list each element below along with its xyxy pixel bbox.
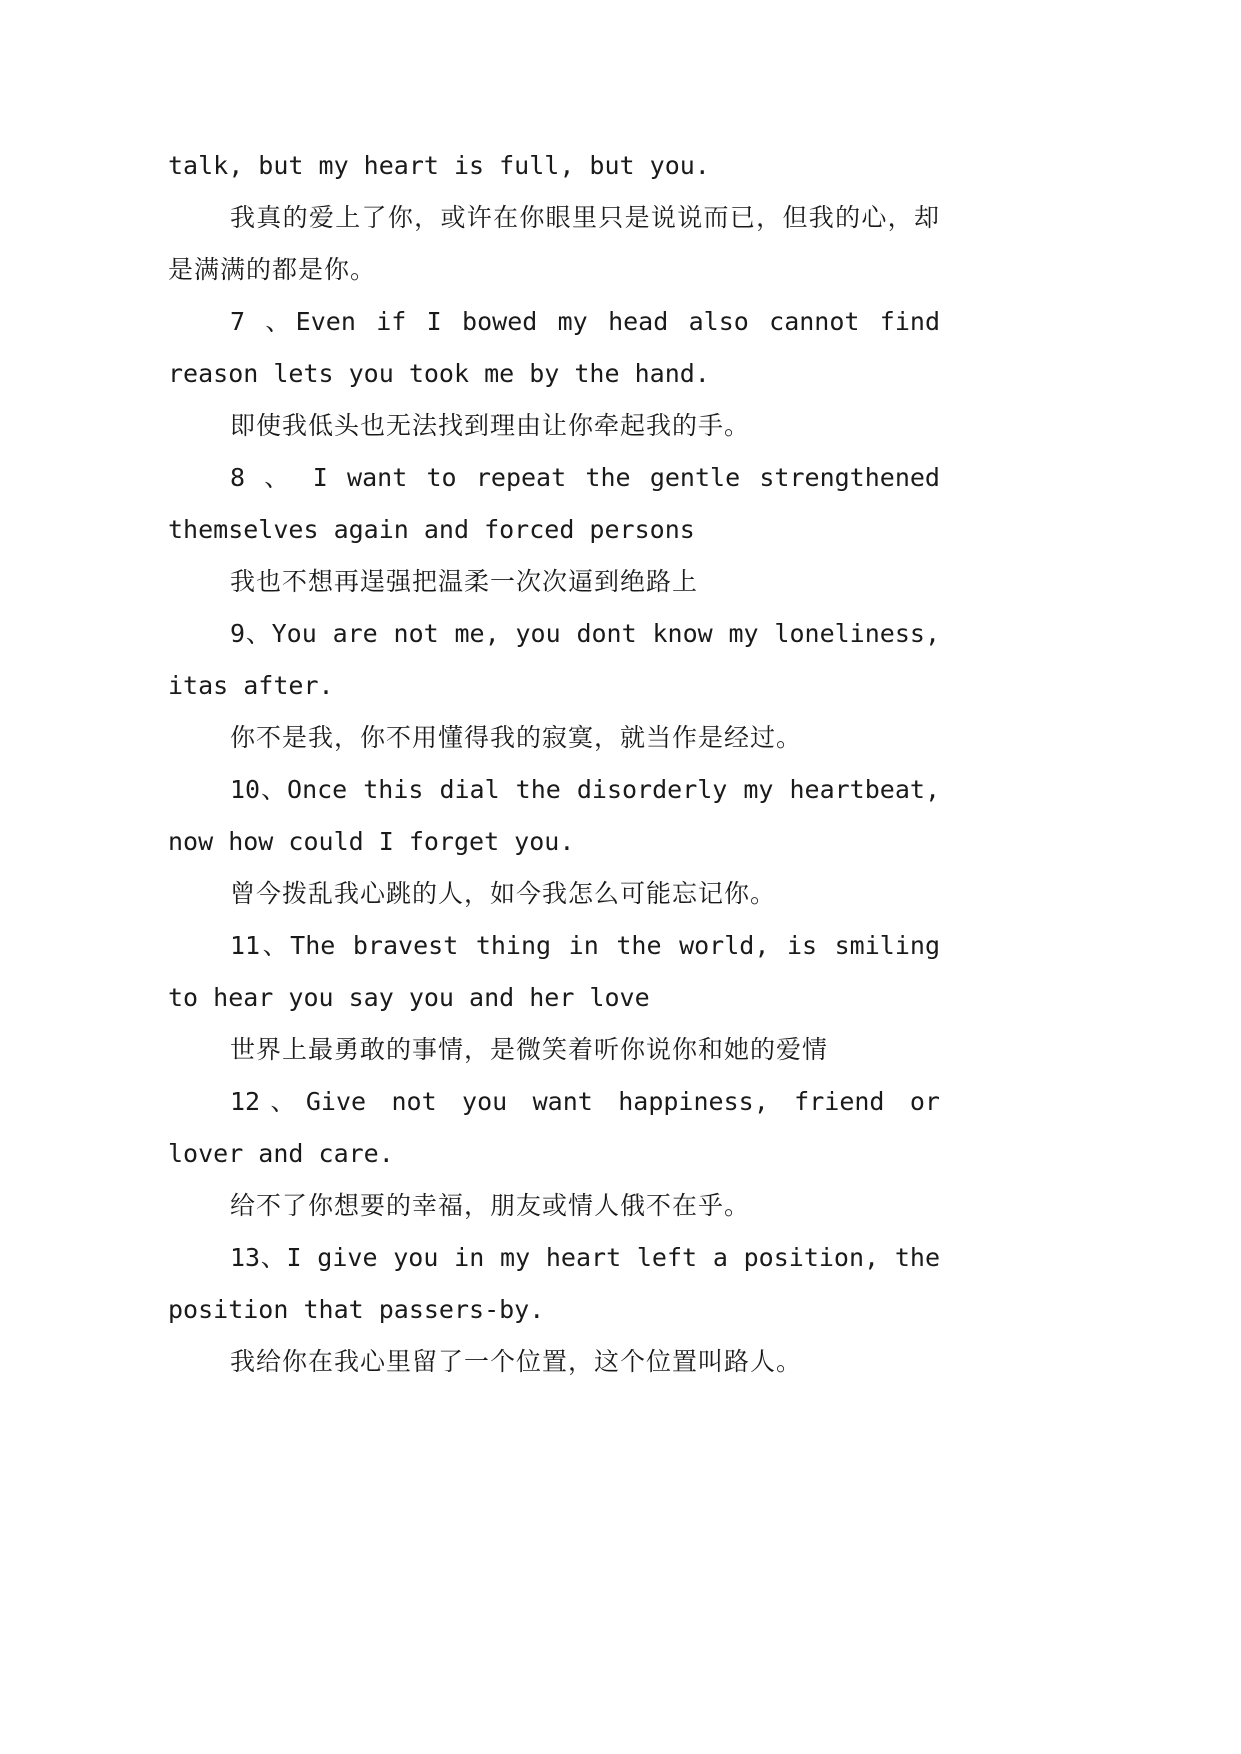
- paragraph-quote-8: 8 、 I want to repeat the gentle strengthened themselves again and forced persons: [168, 463, 940, 544]
- paragraph-translation-10: 曾今拨乱我心跳的人，如今我怎么可能忘记你。: [230, 879, 777, 908]
- paragraph-quote-9: 9、You are not me, you dont know my loneliness, itas after.: [168, 619, 940, 700]
- document-body: [168, 140, 940, 1388]
- paragraph-quote-7: 7 、Even if I bowed my head also cannot find reason lets you took me by the hand.: [168, 307, 940, 388]
- paragraph-quote-10: 10、Once this dial the disorderly my heartbeat, now how could I forget you.: [168, 775, 940, 856]
- paragraph-translation-13: 我给你在我心里留了一个位置，这个位置叫路人。: [230, 1347, 803, 1376]
- paragraph-quote-12: 12、Give not you want happiness, friend or lover and care.: [168, 1087, 940, 1168]
- paragraph-translation-11: 世界上最勇敢的事情，是微笑着听你说你和她的爱情: [230, 1035, 829, 1064]
- paragraph-translation-7: 即使我低头也无法找到理由让你牵起我的手。: [230, 411, 751, 440]
- paragraph-translation-12: 给不了你想要的幸福，朋友或情人俄不在乎。: [230, 1191, 751, 1220]
- paragraph-translation-9: 你不是我，你不用懂得我的寂寞，就当作是经过。: [230, 723, 803, 752]
- paragraph-quote-13: 13、I give you in my heart left a position, the position that passers-by.: [168, 1243, 940, 1324]
- paragraph-translation: 我真的爱上了你，或许在你眼里只是说说而已，但我的心，却是满满的都是你。: [168, 203, 940, 284]
- paragraph-quote-11: 11、The bravest thing in the world, is smiling to hear you say you and her love: [168, 931, 940, 1012]
- paragraph-translation-8: 我也不想再逞强把温柔一次次逼到绝路上: [230, 567, 699, 596]
- paragraph-continuation: talk, but my heart is full, but you.: [168, 151, 710, 180]
